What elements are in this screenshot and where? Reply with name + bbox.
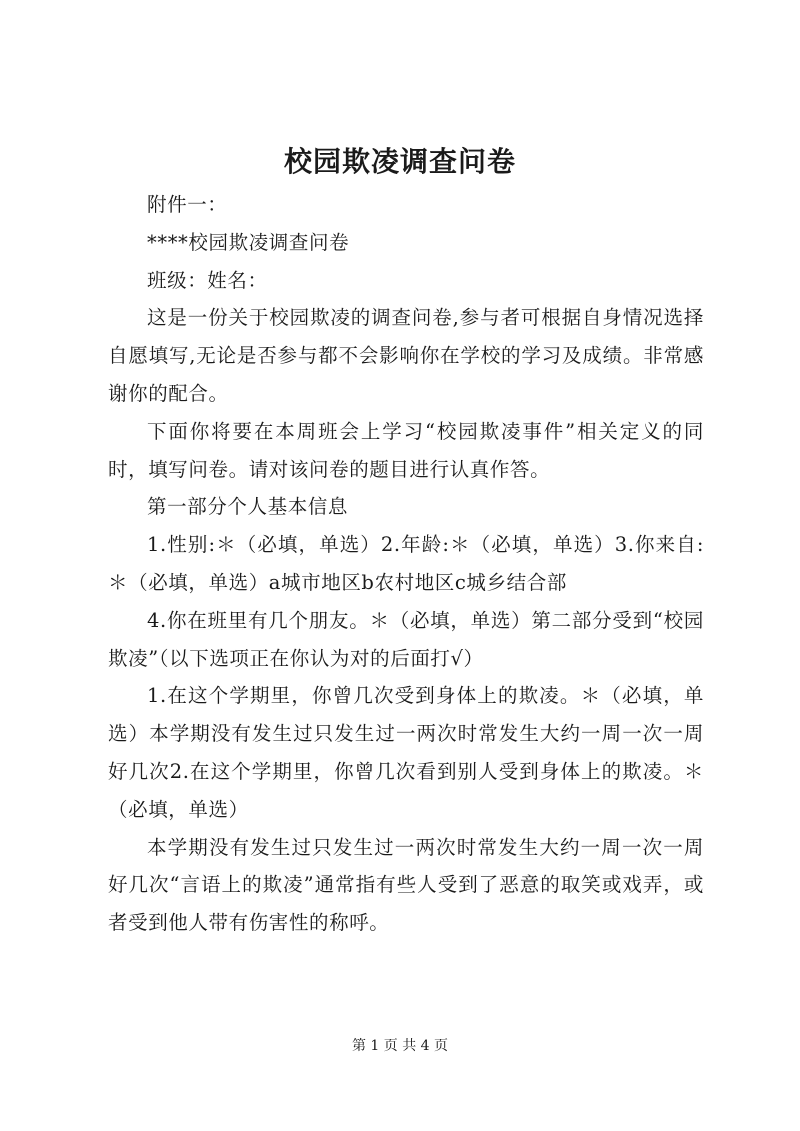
document-body xyxy=(108,186,704,942)
survey-subtitle: ****校园欺凌调查问卷 xyxy=(147,230,350,254)
page-number-footer: 第 1 页 共 4 页 xyxy=(351,1038,449,1054)
basic-info-questions: 1.性别:＊（必填，单选）2.年龄:＊（必填，单选）3.你来自:＊（必填，单选）a城市地区b农村地区c城乡结合部 xyxy=(108,533,704,594)
section-one-heading: 第一部分个人基本信息 xyxy=(147,495,349,519)
document-title: 校园欺凌调查问卷 xyxy=(283,145,516,178)
friends-question-and-section-two: 4.你在班里有几个朋友。＊（必填，单选）第二部分受到“校园欺凌”（以下选项正在你认为对的后面打√） xyxy=(108,608,704,670)
verbal-bullying-paragraph: 本学期没有发生过只发生过一两次时常发生大约一周一次一周好几次“言语上的欺凌”通常指有些人受到了恶意的取笑或戏弄，或者受到他人带有伤害性的称呼。 xyxy=(108,835,704,935)
instruction-paragraph: 下面你将要在本周班会上学习“校园欺凌事件”相关定义的同时，填写问卷。请对该问卷的题目进行认真作答。 xyxy=(108,419,704,481)
attachment-label: 附件一： xyxy=(147,193,228,216)
class-name-line: 班级：姓名： xyxy=(147,268,268,292)
intro-paragraph: 这是一份关于校园欺凌的调查问卷,参与者可根据自身情况选择自愿填写,无论是否参与都不会影响你在学校的学习及成绩。非常感谢你的配合。 xyxy=(108,306,704,405)
physical-bullying-questions: 1.在这个学期里，你曾几次受到身体上的欺凌。＊（必填，单选）本学期没有发生过只发生过一两次时常发生大约一周一次一周好几次2.在这个学期里，你曾几次看到别人受到身体上的欺凌。＊（必填，单选） xyxy=(108,684,704,821)
